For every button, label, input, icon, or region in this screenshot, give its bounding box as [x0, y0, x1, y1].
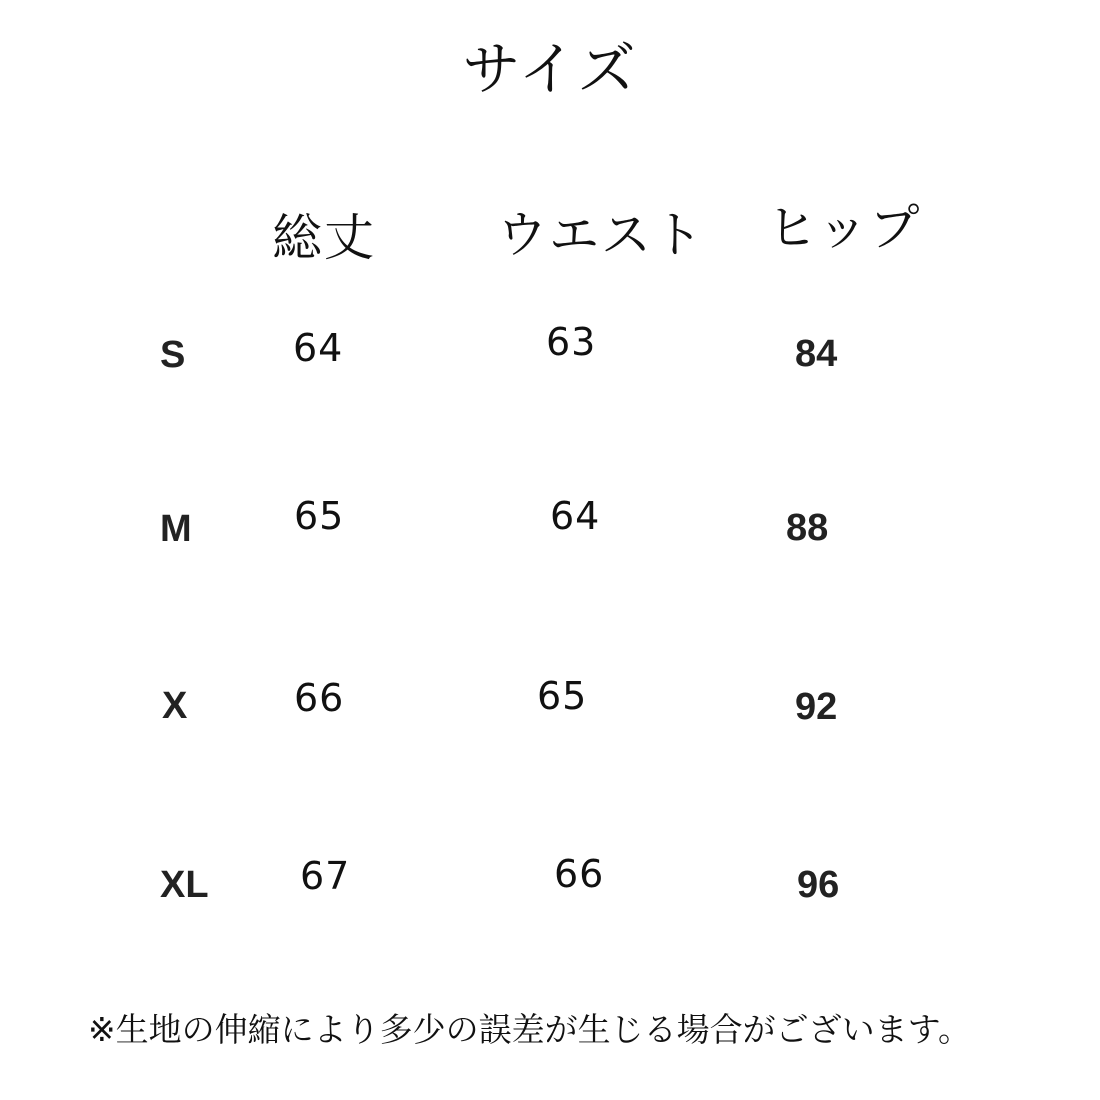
- length-value: 65: [294, 494, 345, 538]
- disclaimer-note: ※生地の伸縮により多少の誤差が生じる場合がございます。: [88, 1010, 972, 1049]
- header-hip: ヒップ: [767, 199, 922, 257]
- hip-value: 92: [795, 686, 838, 728]
- header-waist: ウエスト: [497, 206, 705, 264]
- size-label: S: [160, 334, 186, 376]
- size-label: M: [160, 508, 192, 550]
- length-value: 66: [294, 676, 345, 720]
- waist-value: 63: [546, 320, 597, 364]
- table-row-x: [0, 674, 1100, 742]
- waist-value: 65: [537, 674, 588, 718]
- page-title: サイズ: [462, 35, 638, 103]
- table-row-s: [0, 320, 1100, 386]
- hip-value: 84: [795, 333, 838, 375]
- hip-value: 88: [786, 507, 829, 549]
- waist-value: 64: [550, 494, 601, 538]
- table-row-xl: [0, 852, 1100, 920]
- waist-value: 66: [554, 852, 605, 896]
- size-label: X: [162, 685, 188, 727]
- hip-value: 96: [797, 864, 840, 906]
- size-label: XL: [160, 864, 209, 906]
- length-value: 64: [293, 326, 344, 370]
- header-length: 総丈: [272, 209, 376, 267]
- length-value: 67: [300, 854, 351, 898]
- table-row-m: [0, 494, 1100, 560]
